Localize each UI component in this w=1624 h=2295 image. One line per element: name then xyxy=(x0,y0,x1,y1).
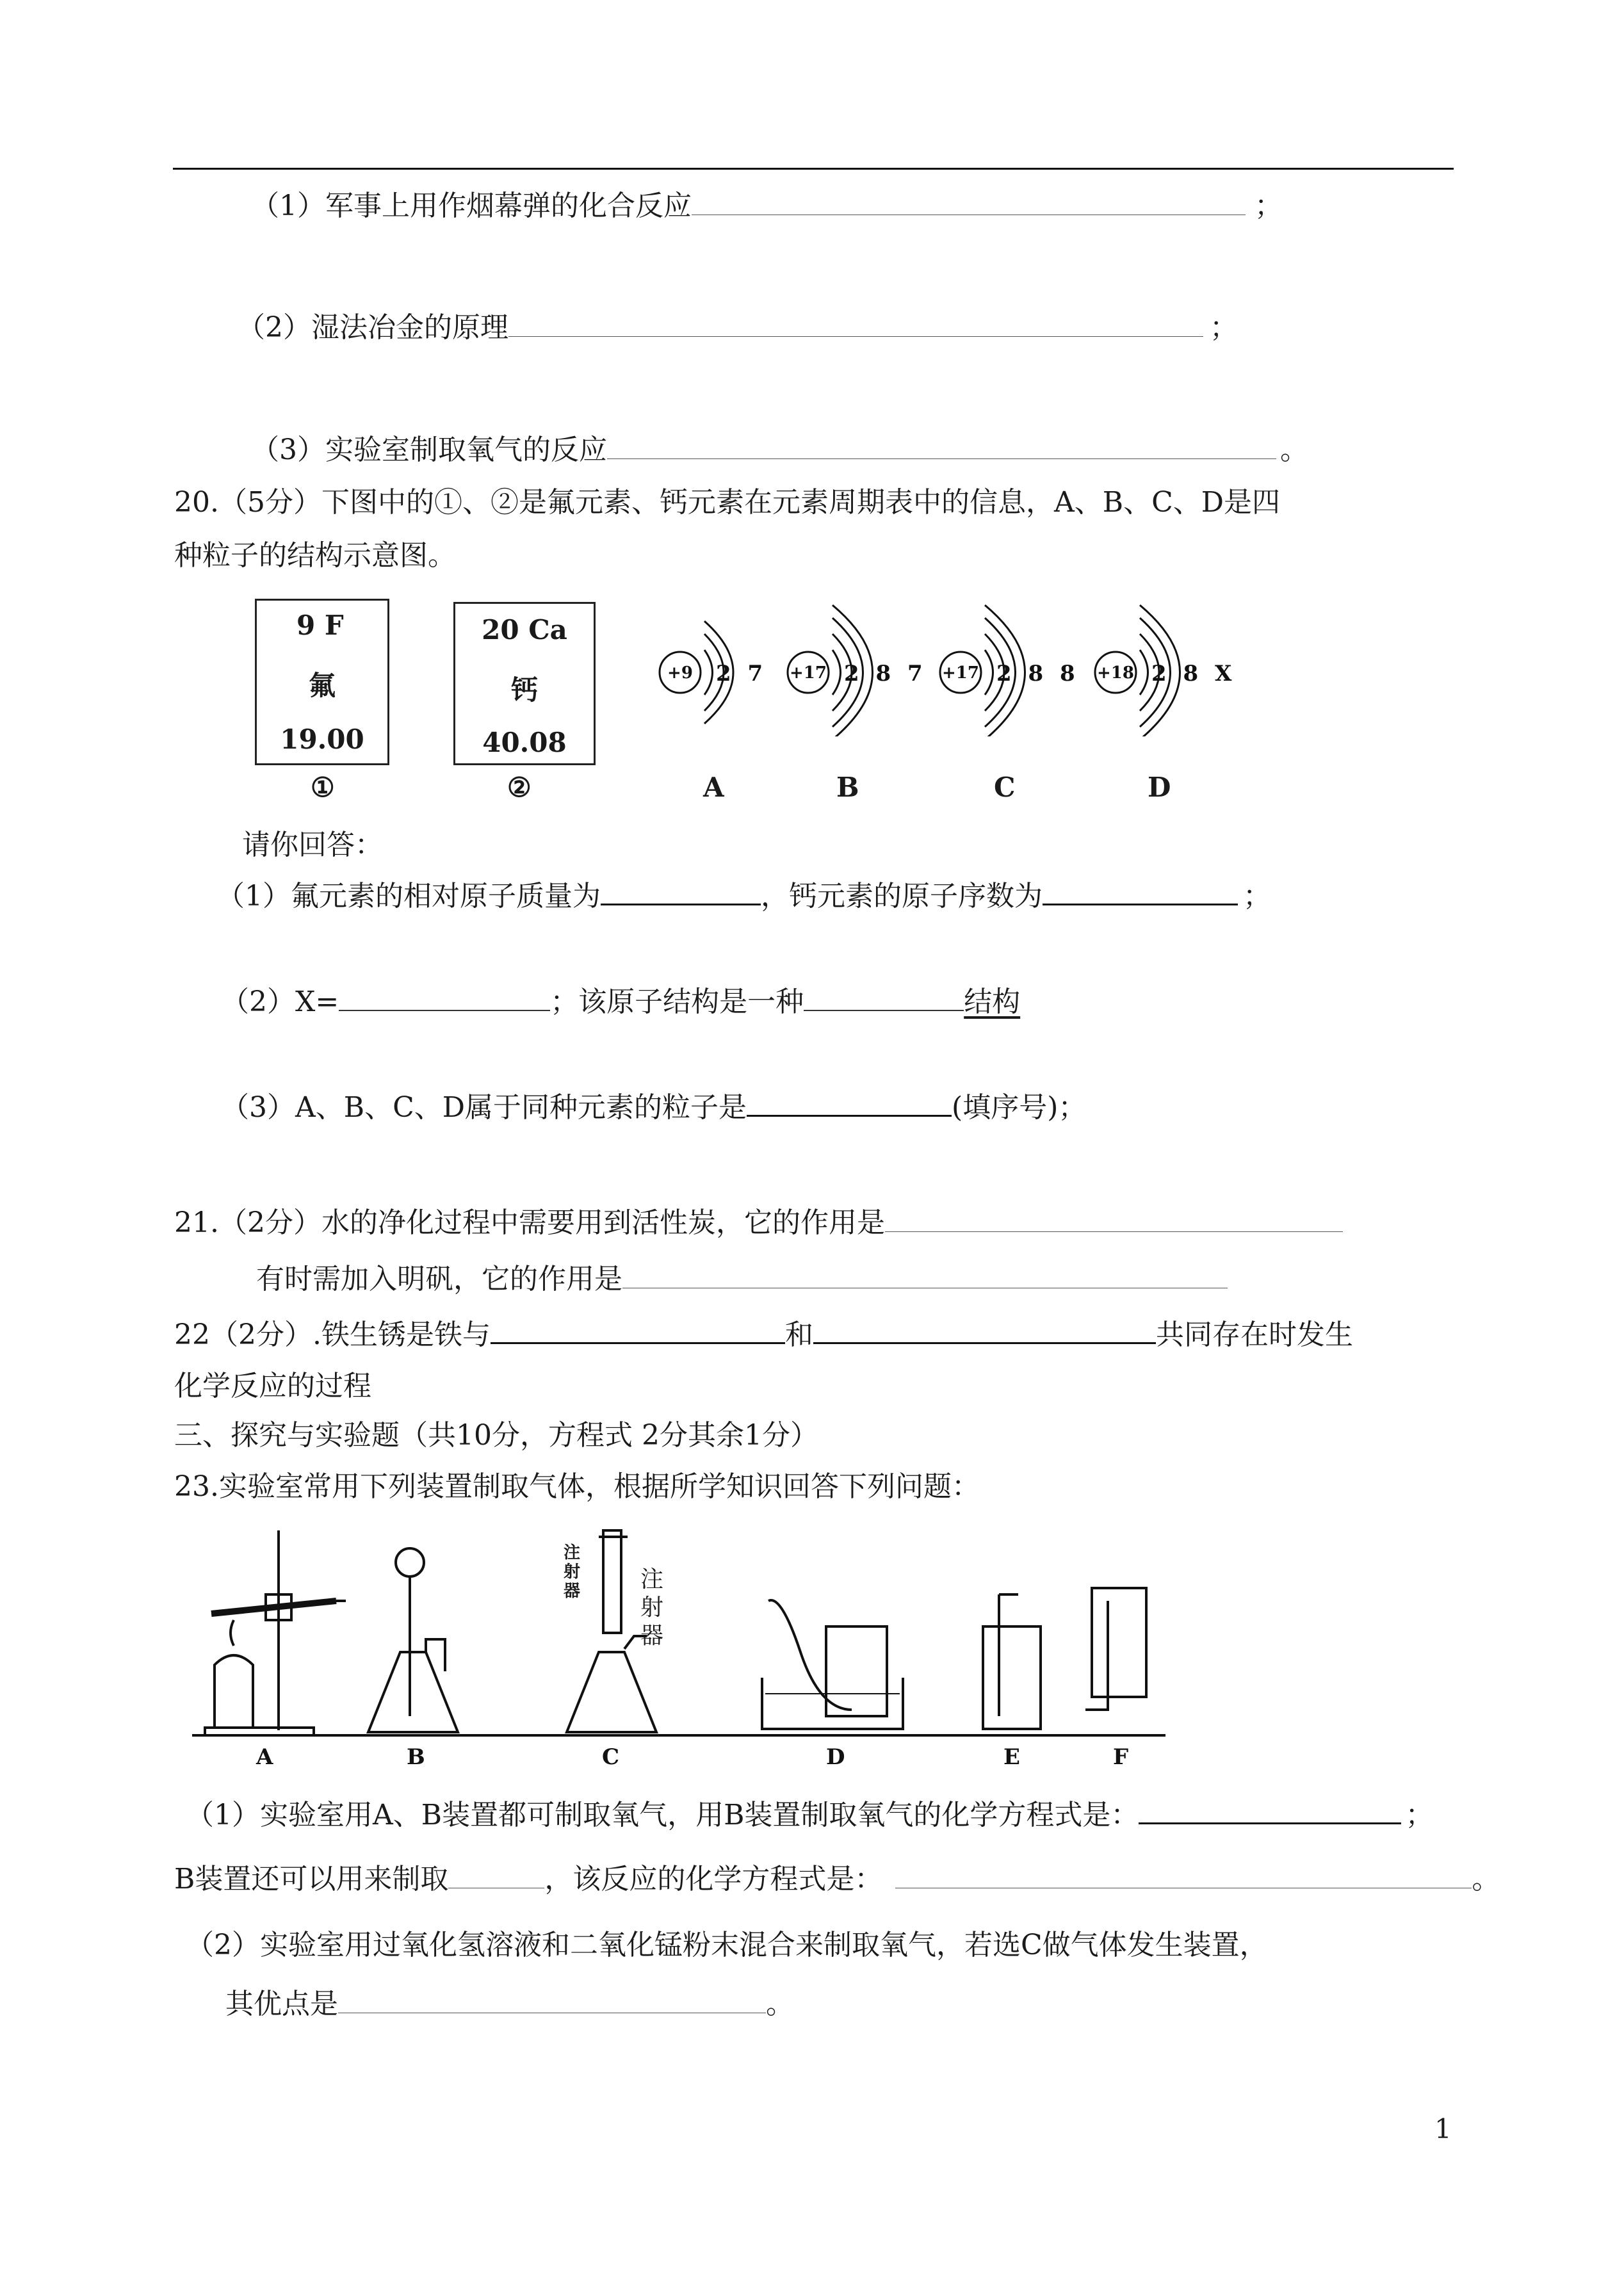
electron-shells-C: 2 8 8 xyxy=(996,661,1075,686)
page-number: 1 xyxy=(1434,2113,1452,2145)
syringe xyxy=(603,1530,621,1633)
answer-blank[interactable] xyxy=(813,1317,1156,1344)
header-rule xyxy=(173,168,1454,170)
q20-answer-1 xyxy=(216,877,1271,916)
answer-blank[interactable] xyxy=(508,311,1203,337)
shell-arc xyxy=(985,650,993,695)
q20-prompt: 请你回答： xyxy=(242,829,383,861)
q22-line1 xyxy=(174,1316,1353,1354)
tile-caption-2: ② xyxy=(507,772,532,803)
q20-stem-line1: 20.（5分）下图中的①、②是氟元素、钙元素在元素周期表中的信息，A、B、C、D是四 xyxy=(174,486,1281,519)
particle-label-C: C xyxy=(994,772,1016,803)
flask-C xyxy=(567,1652,656,1732)
q23-sub2-line1: （2）实验室用过氧化氢溶液和二氧化锰粉末混合来制取氧气，若选C做气体发生装置， xyxy=(186,1929,1268,1961)
period: 。 xyxy=(766,1988,794,2020)
answer-blank[interactable] xyxy=(622,1262,1228,1288)
q23-stem: 23.实验室常用下列装置制取气体，根据所学知识回答下列问题： xyxy=(174,1470,980,1503)
q23-sub2-line2 xyxy=(225,1985,794,2023)
nucleus-charge-C: +17 xyxy=(942,663,979,683)
nucleus-charge-A: +9 xyxy=(667,663,693,683)
answer-blank[interactable] xyxy=(448,1862,544,1888)
tube-F xyxy=(1085,1601,1108,1710)
q20-answer-2 xyxy=(221,983,1020,1021)
nucleus-charge-D: +18 xyxy=(1097,663,1134,683)
q20-a3-text: （3）A、B、C、D属于同种元素的粒子是 xyxy=(221,1091,747,1124)
q20-a3-text2: (填序号)； xyxy=(952,1091,1087,1124)
q23-sub1b-text: B装置还可以用来制取 xyxy=(174,1863,449,1895)
semicolon: ； xyxy=(1405,1799,1434,1831)
answer-blank[interactable] xyxy=(1139,1797,1401,1824)
apparatus-label-C: C xyxy=(602,1744,620,1770)
q22-text3: 共同存在时发生 xyxy=(1155,1318,1353,1351)
period: 。 xyxy=(1280,434,1308,466)
answer-blank[interactable] xyxy=(601,878,761,905)
answer-blank[interactable] xyxy=(895,1862,1472,1888)
apparatus-label-B: B xyxy=(407,1744,425,1770)
answer-blank[interactable] xyxy=(607,433,1276,459)
gas-bottle-E xyxy=(983,1626,1041,1729)
q23-sub2-text: 其优点是 xyxy=(225,1988,338,2020)
q23-sub1b-text2: ，该反应的化学方程式是： xyxy=(544,1863,883,1895)
alcohol-lamp xyxy=(215,1655,253,1728)
apparatus-label-D: D xyxy=(826,1744,845,1770)
tile-atomic-mass: 19.00 xyxy=(280,724,364,755)
periodic-tile-calcium xyxy=(453,602,596,765)
nucleus-charge-B: +17 xyxy=(790,663,827,683)
q21-line1 xyxy=(174,1204,1343,1242)
q20-a1-text2: ，钙元素的原子序数为 xyxy=(761,880,1043,912)
tile-element-name: 氟 xyxy=(308,670,336,701)
tile-number-symbol: 9 F xyxy=(296,610,344,641)
q23-sub1 xyxy=(186,1796,1433,1835)
electron-shells-A: 2 7 xyxy=(716,661,763,686)
semicolon: ； xyxy=(1210,311,1238,344)
shell-arc xyxy=(704,650,713,695)
answer-blank[interactable] xyxy=(747,1089,952,1117)
shell-arc xyxy=(1140,650,1148,695)
q19-item1-text: （1）军事上用作烟幕弹的化合反应 xyxy=(251,190,692,222)
semicolon: ； xyxy=(1243,880,1271,912)
answer-blank[interactable] xyxy=(339,984,550,1011)
q20-a1-text: （1）氟元素的相对原子质量为 xyxy=(216,880,601,912)
apparatus-label-F: F xyxy=(1113,1744,1129,1770)
q22-text: 22（2分）.铁生锈是铁与 xyxy=(174,1318,491,1351)
q19-item3-text: （3）实验室制取氧气的反应 xyxy=(251,434,607,466)
tile-atomic-mass: 40.08 xyxy=(482,727,567,758)
particle-label-B: B xyxy=(836,772,859,803)
semicolon: ； xyxy=(1255,190,1283,222)
q23-sub1b xyxy=(174,1860,1500,1899)
tile-number-symbol: 20 Ca xyxy=(482,614,567,645)
lab-apparatus-diagram xyxy=(186,1524,1185,1780)
tile-caption-1: ① xyxy=(311,772,335,803)
particle-label-D: D xyxy=(1148,772,1171,803)
answer-blank[interactable] xyxy=(338,1987,766,2013)
q19-item3 xyxy=(251,431,1308,469)
q20-answer-3 xyxy=(221,1089,1086,1127)
q21-line2-text: 有时需加入明矾，它的作用是 xyxy=(256,1263,622,1295)
apparatus-label-A: A xyxy=(256,1744,273,1770)
answer-blank[interactable] xyxy=(692,189,1246,215)
gas-bottle-F xyxy=(1092,1588,1146,1697)
particle-label-A: A xyxy=(703,772,724,803)
q20-a2-text: （2）X= xyxy=(221,985,339,1018)
q21-line1-text: 21.（2分）水的净化过程中需要用到活性炭，它的作用是 xyxy=(174,1206,885,1239)
funnel-bulb xyxy=(396,1548,424,1577)
electron-shells-D: 2 8 X xyxy=(1151,661,1232,686)
q22-text2: 和 xyxy=(784,1318,813,1351)
delivery-tube-B xyxy=(426,1639,445,1671)
syringe-label-small: 注射器 xyxy=(564,1543,581,1601)
section3-heading: 三、探究与实验题（共10分，方程式 2分其余1分） xyxy=(174,1419,818,1452)
q21-line2 xyxy=(256,1260,1228,1299)
answer-blank[interactable] xyxy=(885,1206,1343,1232)
q19-item1 xyxy=(251,187,1283,225)
q20-stem-line2: 种粒子的结构示意图。 xyxy=(174,539,456,572)
test-tube xyxy=(211,1601,336,1614)
q22-line2: 化学反应的过程 xyxy=(174,1370,371,1402)
gas-jar-D xyxy=(826,1626,887,1716)
flame xyxy=(231,1620,234,1646)
q19-item2-text: （2）湿法冶金的原理 xyxy=(237,311,508,344)
syringe-label-large: 注射器 xyxy=(640,1566,664,1649)
q23-sub1-text: （1）实验室用A、B装置都可制取氧气，用B装置制取氧气的化学方程式是： xyxy=(186,1799,1139,1831)
answer-blank[interactable] xyxy=(1043,878,1238,905)
shell-arc xyxy=(832,650,841,695)
q20-a2-text2: ；该原子结构是一种 xyxy=(550,985,804,1018)
periodic-tile-fluorine xyxy=(255,599,389,765)
period: 。 xyxy=(1472,1863,1500,1895)
apparatus-label-E: E xyxy=(1003,1744,1020,1770)
answer-blank[interactable] xyxy=(491,1317,785,1344)
q20-a2-suffix: 结构 xyxy=(964,985,1021,1018)
answer-blank[interactable] xyxy=(804,984,964,1011)
q19-item2 xyxy=(237,309,1238,347)
tile-element-name: 钙 xyxy=(510,674,538,706)
electron-shells-B: 2 8 7 xyxy=(844,661,923,686)
particle-structure-diagrams xyxy=(640,589,1268,736)
